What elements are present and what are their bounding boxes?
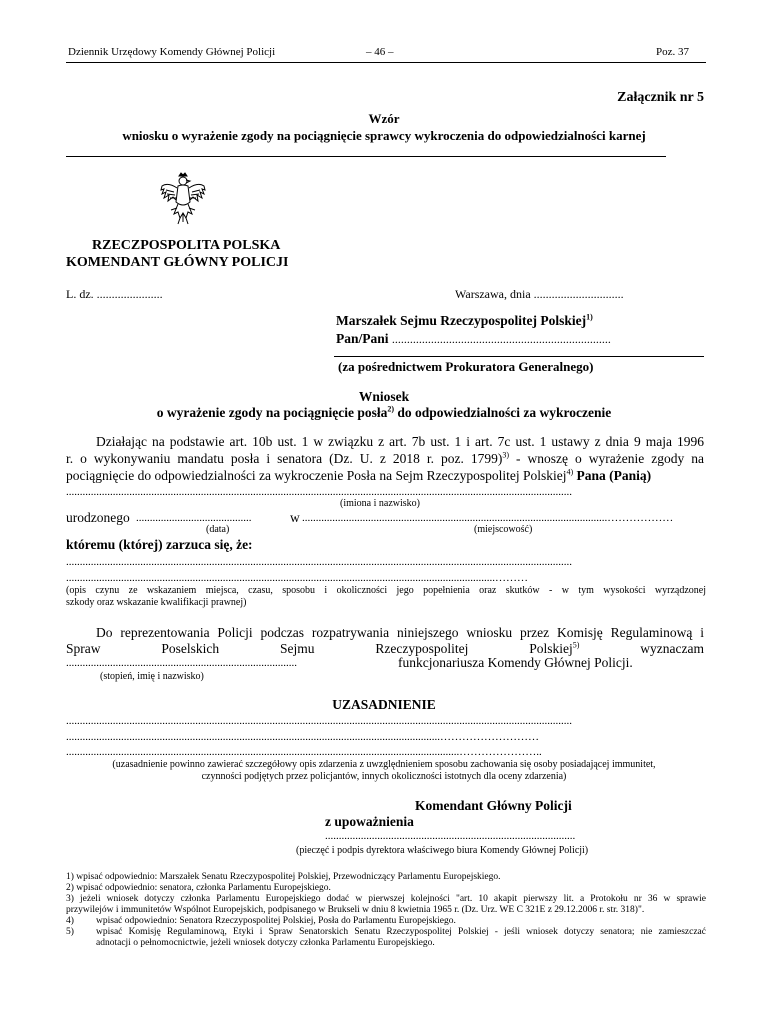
place-date-field: Warszawa, dnia .............................. bbox=[455, 287, 624, 301]
description-caption-line-1: (opis czynu ze wskazaniem miejsca, czasu, sposobu i okoliczności jego popełnienia oraz skutków - w tym wysokości wyrządzonej bbox=[66, 585, 706, 596]
description-caption-line-2: szkody oraz wskazanie kwalifikacji prawnej) bbox=[66, 597, 247, 608]
footnote-5-line-2: adnotacji o pełnomocnictwie, jeżeli wniosek dotyczy członka Parlamentu Europejskiego. bbox=[96, 938, 435, 948]
body-paragraph-1-line-1: Działając na podstawie art. 10b ust. 1 w związku z art. 7b ust. 1 i art. 7c ust. 1 ustawy z dnia 9 maja 1996 bbox=[96, 434, 704, 449]
attachment-label: Załącznik nr 5 bbox=[617, 90, 704, 105]
issuer-office: KOMENDANT GŁÓWNY POLICJI bbox=[66, 255, 289, 270]
header-rule bbox=[66, 62, 706, 63]
footnote-1: 1) wpisać odpowiednio: Marszałek Senatu Rzeczypospolitej Polskiej, Przewodniczący Parlamentu Europejskiego. bbox=[66, 872, 501, 882]
justification-caption-line-1: (uzasadnienie powinno zawierać szczegółowy opis zdarzenia z uwzględnieniem sposobu zachowania się osoby posiadającej immunitet, bbox=[112, 759, 656, 770]
place-caption: (miejscowość) bbox=[474, 524, 533, 535]
body-paragraph-2-line-1: Do reprezentowania Policji podczas rozpatrywania niniejszego wniosku przez Komisję Regulaminową i bbox=[96, 625, 704, 640]
accusation-field-1: ........................................................................................................................................................................................ bbox=[66, 556, 572, 568]
body-paragraph-2-line-2: Spraw Poselskich Sejmu Rzeczypospolitej Polskiej$^{5)}$ wyznaczam bbox=[66, 640, 704, 656]
request-subtitle: o wyrażenie zgody na pociągnięcie posła$^{2)}$ do odpowiedzialności za wykroczenie bbox=[156, 404, 612, 420]
addressee-title: Marszałek Sejmu Rzeczypospolitej Polskiej$^{1)}$ bbox=[336, 312, 593, 328]
footnote-4: wpisać odpowiednio: Senatora Rzeczypospolitej Polskiej, Posła do Parlamentu Europejskiego. bbox=[96, 916, 456, 926]
justification-field-1: ........................................................................................................................................................................................ bbox=[66, 715, 572, 727]
addressee-name: Pan/Pani ......................................................................... bbox=[336, 331, 611, 346]
issuer-country: RZECZPOSPOLITA POLSKA bbox=[92, 238, 281, 253]
representative-text: funkcjonariusza Komendy Głównej Policji. bbox=[398, 655, 633, 670]
template-title: Wzór bbox=[368, 111, 400, 126]
justification-title: UZASADNIENIE bbox=[332, 697, 436, 712]
in-label: w bbox=[290, 510, 300, 525]
rank-caption: (stopień, imię i nazwisko) bbox=[100, 671, 204, 682]
page-number: – 46 – bbox=[366, 46, 394, 58]
body-paragraph-1-line-2: r. o wykonywaniu mandatu posła i senatora (Dz. U. z 2018 r. poz. 1799)$^{3)}$ - wnoszę o wyrażenie zgody na bbox=[66, 450, 704, 466]
representative-field: .................................................................................... bbox=[66, 657, 297, 669]
footnote-5-number: 5) bbox=[66, 927, 74, 937]
signatory-authorization: z upoważnienia bbox=[325, 814, 414, 829]
signatory-title: Komendant Główny Policji bbox=[415, 798, 572, 813]
body-paragraph-1-line-3: pociągnięcie do odpowiedzialności za wykroczenie Posła na Sejm Rzeczypospolitej Polskiej$^{4)}$ Pana (Panią) bbox=[66, 467, 652, 483]
eagle-emblem-icon bbox=[158, 170, 208, 228]
footnote-5-line-1: wpisać Komisję Regulaminową, Etyki i Spraw Senatorskich Senatu Rzeczypospolitej Polskiej - jeśli wniosek dotyczy senatora; nie zamieszczać bbox=[96, 927, 706, 937]
addressee-rule bbox=[334, 356, 704, 357]
birth-date-field: .......................................... bbox=[136, 512, 252, 524]
footnote-2: 2) wpisać odpowiednio: senatora, członka Parlamentu Europejskiego. bbox=[66, 883, 331, 893]
birth-place-field: ...............................................................................................................……………… bbox=[302, 512, 674, 524]
footnote-3-line-2: przywilejów i immunitetów Wspólnot Europejskich, podpisanego w Brukseli w dniu 8 kwietnia 1965 r. (Dz. Urz. WE C 321E z 29.12.2006 r. str. 318)". bbox=[66, 905, 645, 915]
date-caption: (data) bbox=[206, 524, 230, 535]
request-title: Wniosek bbox=[358, 389, 410, 404]
title-rule bbox=[66, 156, 666, 157]
footnote-3-line-1: 3) jeżeli wniosek dotyczy członka Parlamentu Europejskiego dodać w pierwszej kolejności "art. 10 akapit pierwszy lit. a Protokołu nr 36 w sprawie bbox=[66, 894, 706, 904]
accused-label: któremu (której) zarzuca się, że: bbox=[66, 537, 253, 552]
footnote-4-number: 4) bbox=[66, 916, 74, 926]
signature-field: ........................................................................................... bbox=[325, 830, 576, 842]
via-prosecutor: (za pośrednictwem Prokuratora Generalnego) bbox=[338, 359, 594, 374]
justification-field-2: ........................................................................................................................................……………………… bbox=[66, 731, 539, 743]
journal-title: Dziennik Urzędowy Komendy Głównej Policji bbox=[68, 46, 276, 58]
justification-field-3: ...............................................................................................................................................………………….. bbox=[66, 746, 542, 758]
justification-caption-line-2: czynności podjętych przez policjantów, innych okoliczności istotnych dla oceny zdarzenia) bbox=[201, 771, 567, 782]
reference-number-field: L. dz. ...................... bbox=[66, 287, 163, 301]
position-number: Poz. 37 bbox=[656, 46, 689, 58]
accusation-field-2: ............................................................................................................................................................……… bbox=[66, 572, 528, 584]
name-caption: (imiona i nazwisko) bbox=[340, 498, 420, 509]
signature-caption: (pieczęć i podpis dyrektora właściwego biura Komendy Głównej Policji) bbox=[296, 845, 589, 856]
template-subtitle: wniosku o wyrażenie zgody na pociągnięcie sprawcy wykroczenia do odpowiedzialności karnej bbox=[122, 128, 646, 143]
name-field: ........................................................................................................................................................................................ bbox=[66, 486, 572, 498]
born-label: urodzonego bbox=[66, 510, 130, 525]
